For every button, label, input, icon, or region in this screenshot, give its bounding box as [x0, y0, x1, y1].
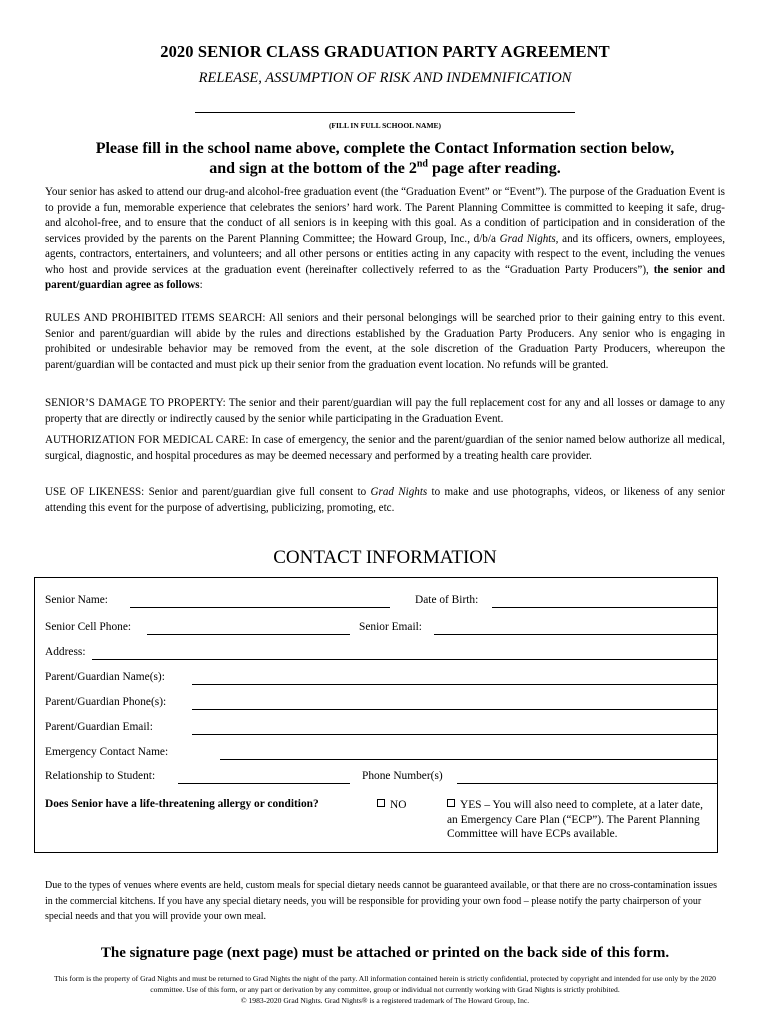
emergency-contact-field[interactable]	[220, 759, 717, 760]
cell-phone-field[interactable]	[147, 634, 350, 635]
senior-email-field[interactable]	[434, 634, 717, 635]
parent-phones-field[interactable]	[192, 709, 717, 710]
parent-phones-label: Parent/Guardian Phone(s):	[45, 696, 167, 708]
intro-paragraph: Your senior has asked to attend our drug-and alcohol-free graduation event (the “Graduation Event” or “Event”). The purpose of the Graduation Event is to provide a fun, memorable experience that celebrates the seniors’ hard work. The Parent Planning Committee is committed to keeping it safe, drug- and alcohol-free, and to ensure that the conduct of all seniors is in keeping with this goal. As a condition of participation and in consideration of the services provided by the parents on the Parent Planning Committee; the Howard Group, Inc., d/b/a Grad Nights, and its officers, owners, employees, agents, contractors, entertainers, and volunteers; and all other persons or entities acting in any capacity with respect to the event, including the venues who host and provide services at the graduation event (hereinafter collectively referred to as the “Graduation Party Producers”), the senior and parent/guardian agree as follows:	[45, 186, 725, 291]
instructions	[0, 139, 770, 179]
school-name-hint: (FILL IN FULL SCHOOL NAME)	[328, 121, 442, 130]
relationship-field[interactable]	[178, 783, 350, 784]
emergency-contact-label: Emergency Contact Name:	[45, 746, 169, 758]
likeness-paragraph: USE OF LIKENESS: Senior and parent/guardian give full consent to Grad Nights to make and use photographs, videos, or likeness of any senior attending this event for the purpose of advertising, publicizing, promoting, etc.	[45, 486, 725, 514]
document-title: 2020 SENIOR CLASS GRADUATION PARTY AGREEMENT	[160, 42, 610, 61]
cell-phone-label: Senior Cell Phone:	[45, 621, 132, 633]
medical-paragraph: AUTHORIZATION FOR MEDICAL CARE: In case of emergency, the senior and the parent/guardian of the senior named below authorize all medical, surgical, diagnostic, and hospital procedures as may be deemed necessary and performed by a treating health care provider.	[45, 434, 725, 462]
address-field[interactable]	[92, 659, 717, 660]
parent-names-field[interactable]	[192, 684, 717, 685]
parent-email-field[interactable]	[192, 734, 717, 735]
allergy-option-yes[interactable]: YES – You will also need to complete, at a later date, an Emergency Care Plan (“ECP”). The Parent Planning Committee will have ECPs available.	[447, 799, 703, 840]
allergy-question: Does Senior have a life-threatening allergy or condition?	[45, 798, 319, 810]
dob-field[interactable]	[492, 607, 717, 608]
footer	[45, 973, 725, 1006]
senior-email-label: Senior Email:	[359, 621, 422, 633]
parent-email-label: Parent/Guardian Email:	[45, 721, 153, 733]
school-name-field[interactable]	[195, 98, 575, 113]
signature-page-note: The signature page (next page) must be attached or printed on the back side of this form.	[100, 945, 670, 961]
footer-confidentiality: This form is the property of Grad Nights and must be returned to Grad Nights the night of the party. All information contained herein is strictly confidential, protected by copyright and intended for use only by the 2020 committee. Use of this form, or any part or derivation by any committee, group or individual not currently working with Grad Nights is strictly prohibited.	[54, 974, 716, 994]
senior-name-label: Senior Name:	[45, 594, 108, 606]
phone-numbers-field[interactable]	[457, 783, 717, 784]
senior-name-field[interactable]	[130, 607, 390, 608]
checkbox-icon[interactable]	[447, 799, 455, 807]
document-subtitle: RELEASE, ASSUMPTION OF RISK AND INDEMNIFICATION	[198, 70, 572, 86]
parent-names-label: Parent/Guardian Name(s):	[45, 671, 165, 683]
allergy-option-no[interactable]: NO	[377, 798, 406, 813]
contact-section-title: CONTACT INFORMATION	[273, 547, 497, 568]
relationship-label: Relationship to Student:	[45, 770, 156, 782]
instruction-line-2: and sign at the bottom of the 2nd page after reading.	[209, 158, 561, 177]
dietary-note: Due to the types of venues where events are held, custom meals for special dietary needs cannot be guaranteed available, or that there are no cross-contamination issues in the commercial kitchens. If you have any special dietary needs, you will be responsible for providing your own food – please notify the party chairperson of your special needs and that you will provide your own meal.	[45, 880, 717, 922]
address-label: Address:	[45, 646, 86, 658]
rules-paragraph: RULES AND PROHIBITED ITEMS SEARCH: All seniors and their personal belongings will be searched prior to their gaining entry to this event. Senior and parent/guardian will abide by the rules and directions established by the Graduation Party Producers. Any senior who is engaging in prohibited or undesirable behavior may be removed from the event, at the sole discretion of the Graduation Party Producers, whereupon the parent/guardian will be contacted and must pick up their senior from the graduation event location. No refunds will be granted.	[45, 312, 725, 371]
damage-paragraph: SENIOR’S DAMAGE TO PROPERTY: The senior and their parent/guardian will pay the full replacement cost for any and all losses or damage to any property that are directly or indirectly caused by the senior while participating in the Graduation Event.	[45, 397, 725, 425]
checkbox-icon[interactable]	[377, 799, 385, 807]
phone-numbers-label: Phone Number(s)	[362, 770, 443, 782]
instruction-line-1: Please fill in the school name above, complete the Contact Information section below,	[95, 140, 675, 157]
dob-label: Date of Birth:	[415, 594, 479, 606]
footer-copyright: © 1983-2020 Grad Nights. Grad Nights® is a registered trademark of The Howard Group, Inc.	[240, 996, 530, 1005]
